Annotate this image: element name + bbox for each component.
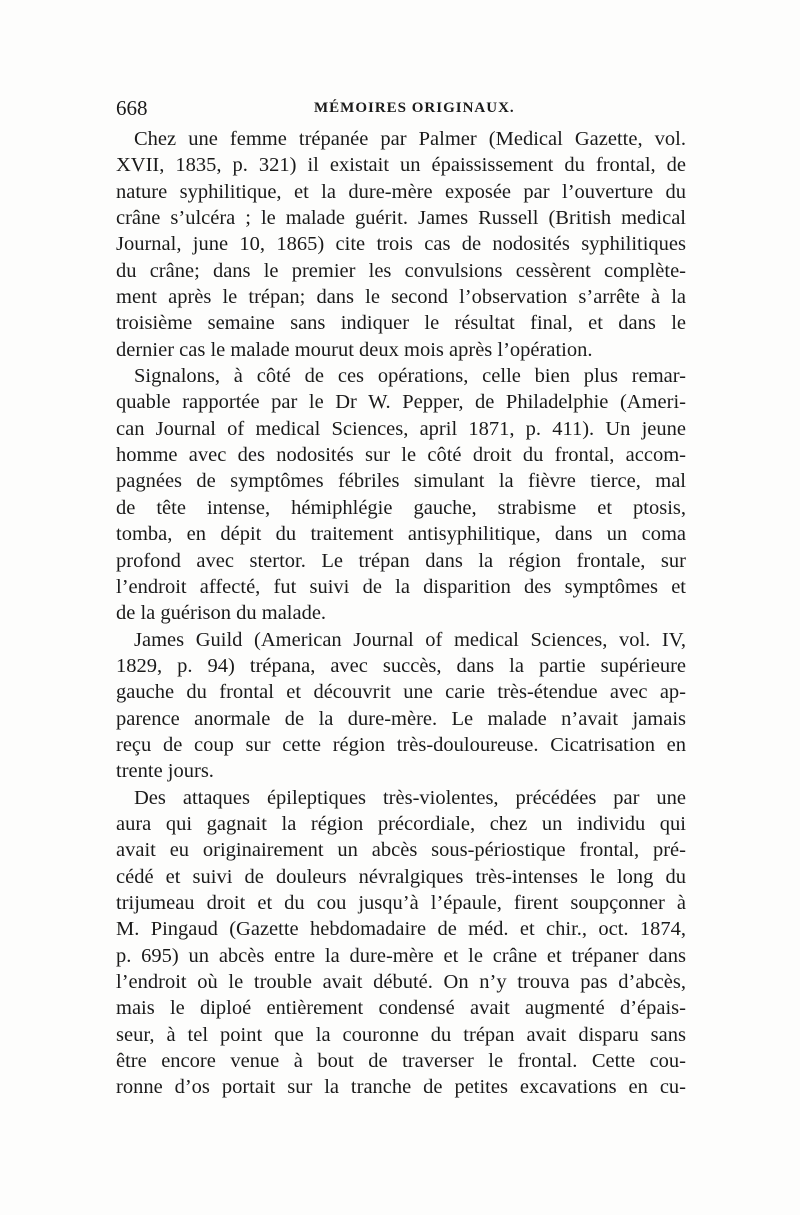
text-line: James Guild (American Journal of medical Sciences, vol. IV, [134,628,686,651]
text-line: homme avec des nodosités sur le côté droit du frontal, accom- [116,444,686,467]
text-line: mais le diploé entièrement condensé avait augmenté d’épais- [116,997,686,1020]
text-line: avait eu originairement un abcès sous-périostique frontal, pré- [116,839,686,862]
text-line: Chez une femme trépanée par Palmer (Medical Gazette, vol. [134,128,686,150]
text-line: p. 695) un abcès entre la dure-mère et le crâne et trépaner dans [116,944,686,967]
text-line: nature syphilitique, et la dure-mère exposée par l’ouverture du [116,180,686,203]
text-line: ronne d’os portait sur la tranche de petites excavations en cu- [116,1076,686,1099]
text-line: tomba, en dépit du traitement antisyphilitique, dans un coma [116,523,686,546]
text-line: l’endroit affecté, fut suivi de la disparition des symptômes et [116,575,686,598]
text-line: aura qui gagnait la région précordiale, chez un individu qui [116,812,686,835]
text-line: dernier cas le malade mourut deux mois après l’opération. [116,338,593,361]
text-line: XVII, 1835, p. 321) il existait un épaississement du frontal, de [116,154,686,177]
text-line: crâne s’ulcéra ; le malade guérit. James Russell (British medical [116,207,686,230]
text-line: 1829, p. 94) trépana, avec succès, dans la partie supérieure [116,654,686,677]
text-line: Signalons, à côté de ces opérations, celle bien plus remar- [134,365,686,388]
text-line: de la guérison du malade. [116,602,327,625]
text-line: trijumeau droit et du cou jusqu’à l’épaule, firent soupçonner à [116,891,686,914]
text-line: reçu de coup sur cette région très-douloureuse. Cicatrisation en [116,733,686,756]
text-line: être encore venue à bout de traverser le frontal. Cette cou- [116,1050,686,1073]
text-line: pagnées de symptômes fébriles simulant la fièvre tierce, mal [116,470,686,493]
text-line: troisième semaine sans indiquer le résultat final, et dans le [116,312,686,335]
text-line: seur, à tel point que la couronne du trépan avait disparu sans [116,1023,686,1046]
page-header [116,96,686,126]
text-line: parence anormale de la dure-mère. Le malade n’avait jamais [116,707,686,730]
page-number: 668 [116,96,148,120]
text-line: ment après le trépan; dans le second l’observation s’arrête à la [116,286,686,309]
text-line: can Journal of medical Sciences, april 1871, p. 411). Un jeune [116,417,686,440]
running-head: MÉMOIRES ORIGINAUX. [314,100,515,116]
text-line: M. Pingaud (Gazette hebdomadaire de méd. et chir., oct. 1874, [116,918,686,941]
text-line: Des attaques épileptiques très-violentes, précédées par une [134,786,686,809]
text-line: l’endroit où le trouble avait débuté. On n’y trouva pas d’abcès, [116,971,686,993]
text-line: profond avec stertor. Le trépan dans la région frontale, sur [116,549,686,572]
body-text [116,126,686,1101]
text-line: Journal, june 10, 1865) cite trois cas de nodosités syphilitiques [116,233,686,256]
text-line: quable rapportée par le Dr W. Pepper, de Philadelphie (Ameri- [116,391,686,414]
text-line: gauche du frontal et découvrit une carie très-étendue avec ap- [116,681,686,704]
text-line: de tête intense, hémiphlégie gauche, strabisme et ptosis, [116,496,686,519]
text-line: cédé et suivi de douleurs névralgiques très-intenses le long du [116,865,686,888]
text-line: du crâne; dans le premier les convulsions cessèrent complète- [116,259,686,282]
text-line: trente jours. [116,760,214,783]
